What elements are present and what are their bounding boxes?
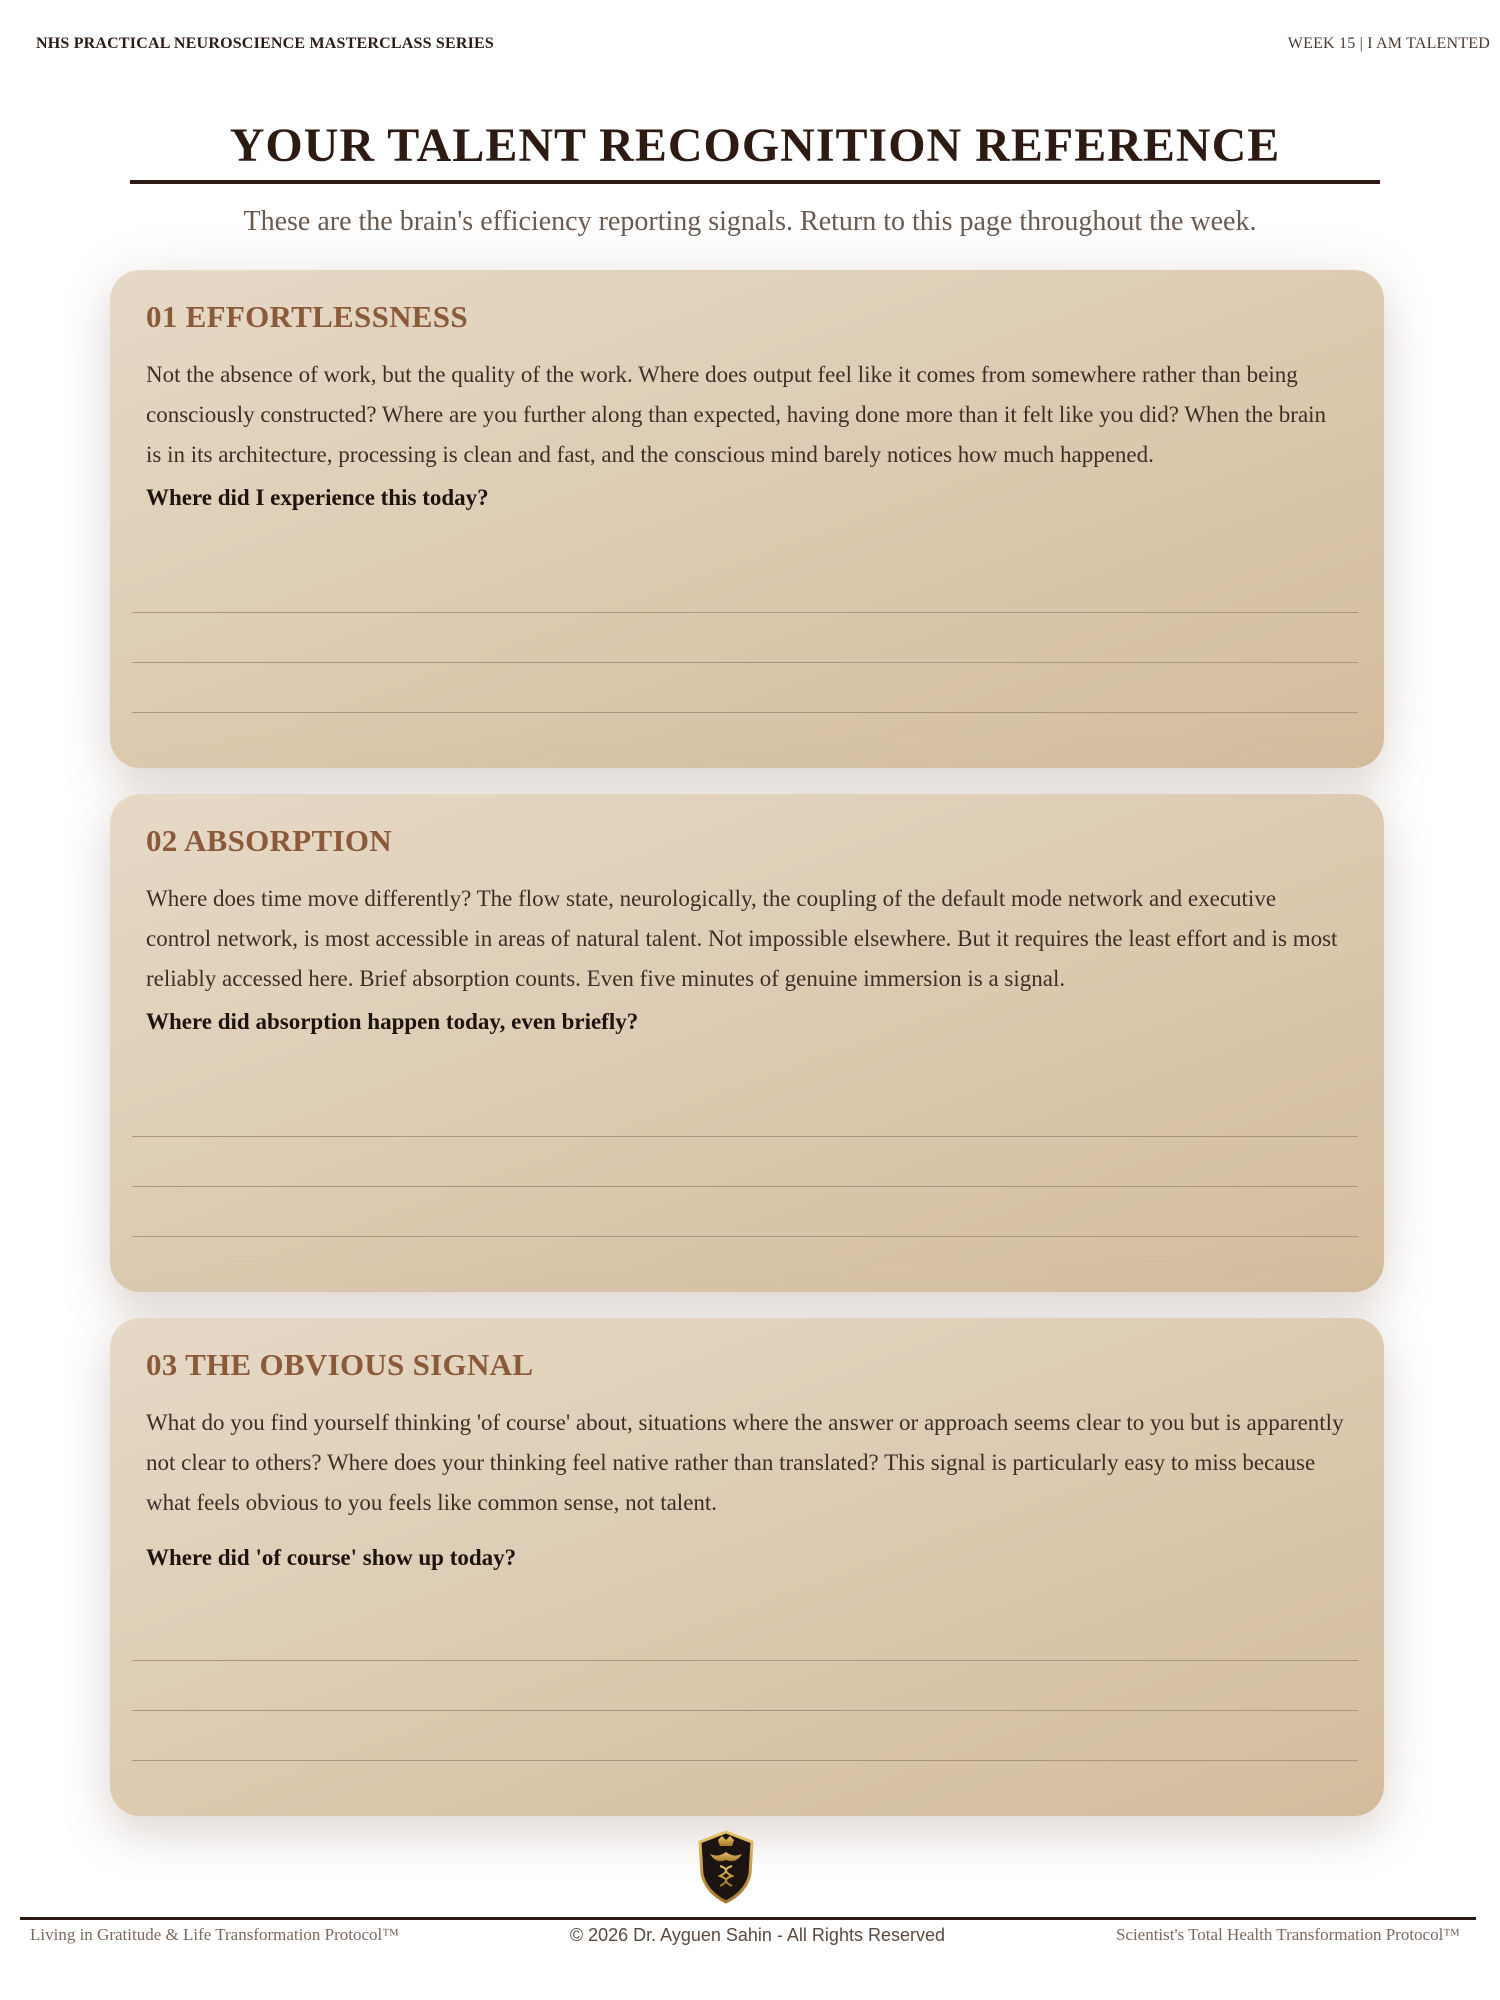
card-title: 02 ABSORPTION xyxy=(146,823,392,858)
footer-divider xyxy=(20,1917,1476,1920)
copyright-text: © 2026 Dr. Ayguen Sahin - All Rights Reserved xyxy=(569,1924,945,1945)
writing-line[interactable] xyxy=(132,1710,1358,1711)
card-question: Where did I experience this today? xyxy=(146,485,489,511)
card-body: Where does time move differently? The flow state, neurologically, the coupling of the default mode network and executive control network, is most accessible in areas of natural talent. Not impossible elsewhere. But it requires the least effort and is most reliably accessed here. Brief absorption counts. Even five minutes of genuine immersion is a signal. xyxy=(146,886,1338,992)
signal-card-absorption xyxy=(110,794,1384,1292)
writing-line[interactable] xyxy=(132,662,1358,663)
writing-line[interactable] xyxy=(132,1236,1358,1237)
signal-card-obvious-signal xyxy=(110,1318,1384,1816)
page-title: YOUR TALENT RECOGNITION REFERENCE xyxy=(229,119,1281,172)
writing-line[interactable] xyxy=(132,712,1358,713)
writing-line[interactable] xyxy=(132,1660,1358,1661)
card-title: 01 EFFORTLESSNESS xyxy=(146,299,468,334)
page-subtitle: These are the brain's efficiency reporting signals. Return to this page throughout the week. xyxy=(243,206,1257,237)
card-title: 03 THE OBVIOUS SIGNAL xyxy=(146,1347,534,1382)
series-label: NHS PRACTICAL NEUROSCIENCE MASTERCLASS SERIES xyxy=(36,35,494,52)
footer-right-text: Scientist's Total Health Transformation Protocol™ xyxy=(1115,1925,1460,1944)
card-question: Where did absorption happen today, even briefly? xyxy=(146,1009,639,1035)
footer-left-text: Living in Gratitude & Life Transformation Protocol™ xyxy=(30,1925,399,1944)
writing-line[interactable] xyxy=(132,612,1358,613)
page-footer xyxy=(30,1922,1460,1948)
signal-card-effortlessness xyxy=(110,270,1384,768)
caduceus-shield-icon xyxy=(696,1828,756,1908)
page-header xyxy=(36,32,1490,56)
writing-line[interactable] xyxy=(132,1136,1358,1137)
card-body: Not the absence of work, but the quality of the work. Where does output feel like it comes from somewhere rather than being consciously constructed? Where are you further along than expected, having done more than it felt like you did? When the brain is in its architecture, processing is clean and fast, and the conscious mind barely notices how much happened. xyxy=(146,362,1327,468)
week-label: WEEK 15 | I AM TALENTED xyxy=(1287,35,1490,52)
card-question: Where did 'of course' show up today? xyxy=(146,1545,517,1571)
writing-line[interactable] xyxy=(132,1186,1358,1187)
writing-line[interactable] xyxy=(132,1760,1358,1761)
card-body: What do you find yourself thinking 'of course' about, situations where the answer or approach seems clear to you but is apparently not clear to others? Where does your thinking feel native rather than translated? This signal is particularly easy to miss because what feels obvious to you feels like common sense, not talent. xyxy=(146,1410,1344,1516)
title-divider xyxy=(130,180,1380,184)
